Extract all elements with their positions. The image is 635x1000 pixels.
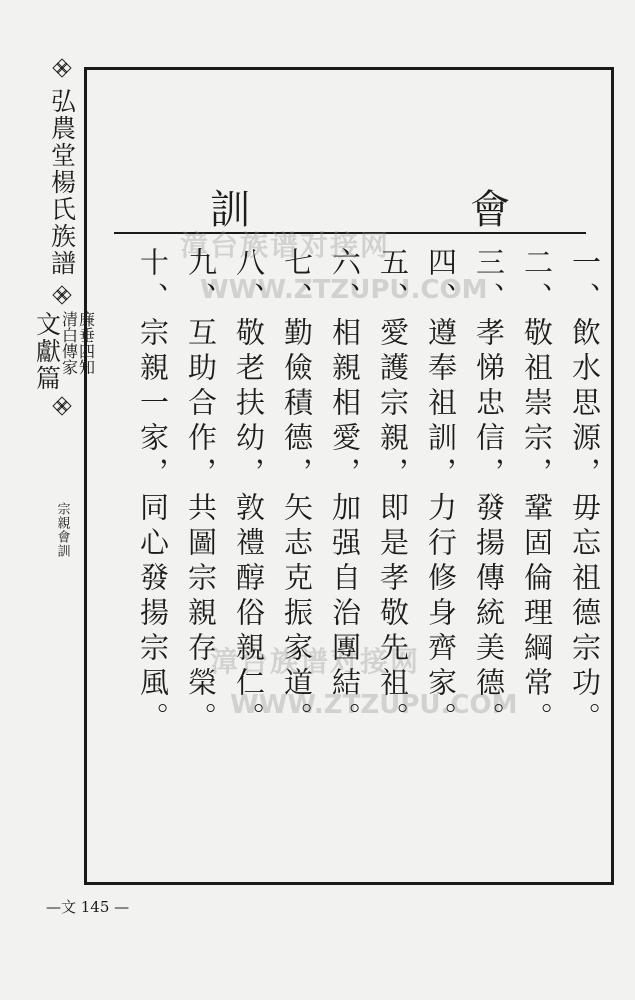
side-margin — [32, 58, 96, 558]
motto-line: 清白傳家 — [59, 311, 79, 375]
rule-line: 六、相親相愛，加强自治團結。 — [328, 247, 362, 737]
book-title: 弘農堂楊氏族譜 — [47, 88, 77, 277]
watermark-url: WWW.ZTZUPU.COM — [200, 275, 488, 305]
watermark-url: WWW.ZTZUPU.COM — [230, 690, 518, 720]
rules-text — [119, 247, 602, 767]
rule-line: 十、宗親一家，同心發揚宗風。 — [136, 247, 170, 737]
rule-line: 三、孝悌忠信，發揚傳統美德。 — [472, 247, 506, 737]
diamond-ornament-icon — [54, 398, 70, 414]
title-char: 訓 — [210, 187, 250, 233]
rule-line: 七、勤儉積德，矢志克振家道。 — [280, 247, 314, 737]
motto-line: 廉垂四知 — [76, 311, 96, 375]
diamond-ornament-icon — [54, 287, 70, 303]
running-head: 宗親會訓 — [54, 502, 70, 558]
watermark-text: 漳台族谱对接网 — [180, 229, 391, 262]
watermark-text: 漳台族谱对接网 — [210, 645, 421, 678]
page-number: —文 145 — — [46, 898, 130, 916]
rule-line: 二、敬祖崇宗，鞏固倫理綱常。 — [520, 247, 554, 737]
diamond-ornament-icon — [54, 60, 70, 76]
rule-line: 九、互助合作，共圖宗親存榮。 — [184, 247, 218, 737]
section-title: 文獻篇 — [32, 311, 62, 392]
title-char: 會 — [470, 187, 510, 233]
rule-line: 八、敬老扶幼，敦禮醇俗親仁。 — [232, 247, 266, 737]
rule-line: 一、飲水思源，毋忘祖德宗功。 — [568, 247, 602, 737]
rule-line: 五、愛護宗親，即是孝敬先祖。 — [376, 247, 410, 737]
rule-line: 四、遵奉祖訓，力行修身齊家。 — [424, 247, 458, 737]
